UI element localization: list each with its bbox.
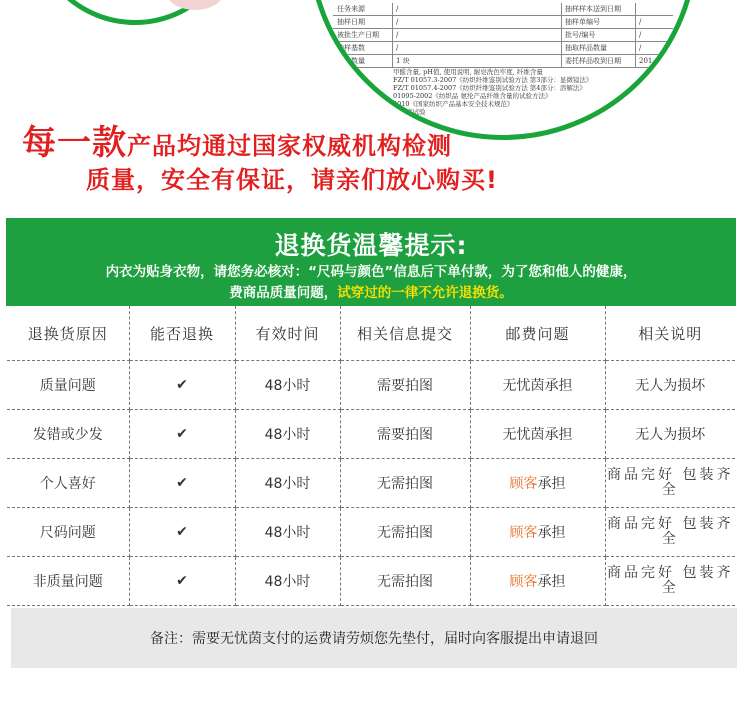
time-cell: 48小时 (235, 557, 340, 606)
banner-title: 退换货温馨提示: (274, 231, 468, 260)
cert-row: 抽样基数 / 抽取样品数量 / (333, 42, 673, 55)
info-cell: 无需拍图 (340, 557, 470, 606)
fee-cell: 顾客承担 (470, 557, 605, 606)
cert-row: 抽样日期 / 抽样单编号 / (333, 16, 673, 29)
table-header-row (7, 306, 735, 361)
return-policy-table (7, 306, 735, 606)
footer-note (11, 608, 737, 668)
table-row (7, 459, 735, 508)
header-valid-time: 有效时间 (235, 306, 340, 361)
header-shipping-fee: 邮费问题 (470, 306, 605, 361)
time-cell: 48小时 (235, 508, 340, 557)
header-notes: 相关说明 (605, 306, 735, 361)
checkmark-icon: ✔ (129, 361, 235, 410)
quality-headline: 每一款产品均通过国家权威机构检测 (22, 123, 452, 163)
time-cell: 48小时 (235, 459, 340, 508)
checkmark-icon: ✔ (129, 410, 235, 459)
checkmark-icon: ✔ (129, 508, 235, 557)
return-policy-banner (6, 218, 736, 306)
info-cell: 无需拍图 (340, 459, 470, 508)
fee-cell: 顾客承担 (470, 459, 605, 508)
cert-row: 任务来源 / 抽样样本送到日期 (333, 3, 673, 16)
cert-row: 样品数量 1 块 委托样品收到日期 201 (333, 55, 673, 68)
magnifier-circle-left (30, 0, 240, 25)
fee-cell: 顾客承担 (470, 508, 605, 557)
table-row (7, 361, 735, 410)
info-cell: 需要拍图 (340, 410, 470, 459)
header-info-submit: 相关信息提交 (340, 306, 470, 361)
fee-cell: 无忧茵承担 (470, 410, 605, 459)
checkmark-icon: ✔ (129, 459, 235, 508)
table-row (7, 508, 735, 557)
note-cell: 无人为损坏 (605, 361, 735, 410)
table-row (7, 410, 735, 459)
note-cell: 商品完好 包装齐全 (605, 557, 735, 606)
cert-notes: 甲醛含量, pH值, 使用说明, 耐皂洗色牢度, 纤维含量 FZ/T 01057.3-2007《纺织纤维鉴别试验方法 第3部分：显微镜法》 FZ/T 01057.4-2007《纺织纤维鉴别试验方法 第4部分：溶解法》 01095-2002《纺织品 氨纶产品纤维含量的试验方法》 2010《国家纺织产品基本安全技术规范》 色牢度试验 (393, 68, 593, 116)
reason-cell: 尺码问题 (7, 508, 129, 557)
certificate-image-area (0, 0, 750, 215)
info-cell: 需要拍图 (340, 361, 470, 410)
banner-line-2: 费商品质量问题，试穿过的一律不允许退换货。 (229, 285, 513, 301)
header-returnable: 能否退换 (129, 306, 235, 361)
checkmark-icon: ✔ (129, 557, 235, 606)
time-cell: 48小时 (235, 361, 340, 410)
header-reason: 退换货原因 (7, 306, 129, 361)
reason-cell: 质量问题 (7, 361, 129, 410)
reason-cell: 个人喜好 (7, 459, 129, 508)
quality-subheadline: 质量，安全有保证，请亲们放心购买! (86, 166, 498, 194)
table-row (7, 557, 735, 606)
info-cell: 无需拍图 (340, 508, 470, 557)
certificate-table (333, 3, 673, 116)
fee-cell: 无忧茵承担 (470, 361, 605, 410)
time-cell: 48小时 (235, 410, 340, 459)
cert-row: 被批生产日期 / 批号/编号 / (333, 29, 673, 42)
note-cell: 商品完好 包装齐全 (605, 459, 735, 508)
reason-cell: 非质量问题 (7, 557, 129, 606)
note-cell: 商品完好 包装齐全 (605, 508, 735, 557)
note-cell: 无人为损坏 (605, 410, 735, 459)
banner-line-1: 内衣为贴身衣物，请您务必核对：“尺码与颜色”信息后下单付款，为了您和他人的健康， (105, 264, 637, 280)
footer-note-text: 备注：需要无忧茵支付的运费请劳烦您先垫付，届时向客服提出申请退回 (150, 631, 598, 647)
reason-cell: 发错或少发 (7, 410, 129, 459)
